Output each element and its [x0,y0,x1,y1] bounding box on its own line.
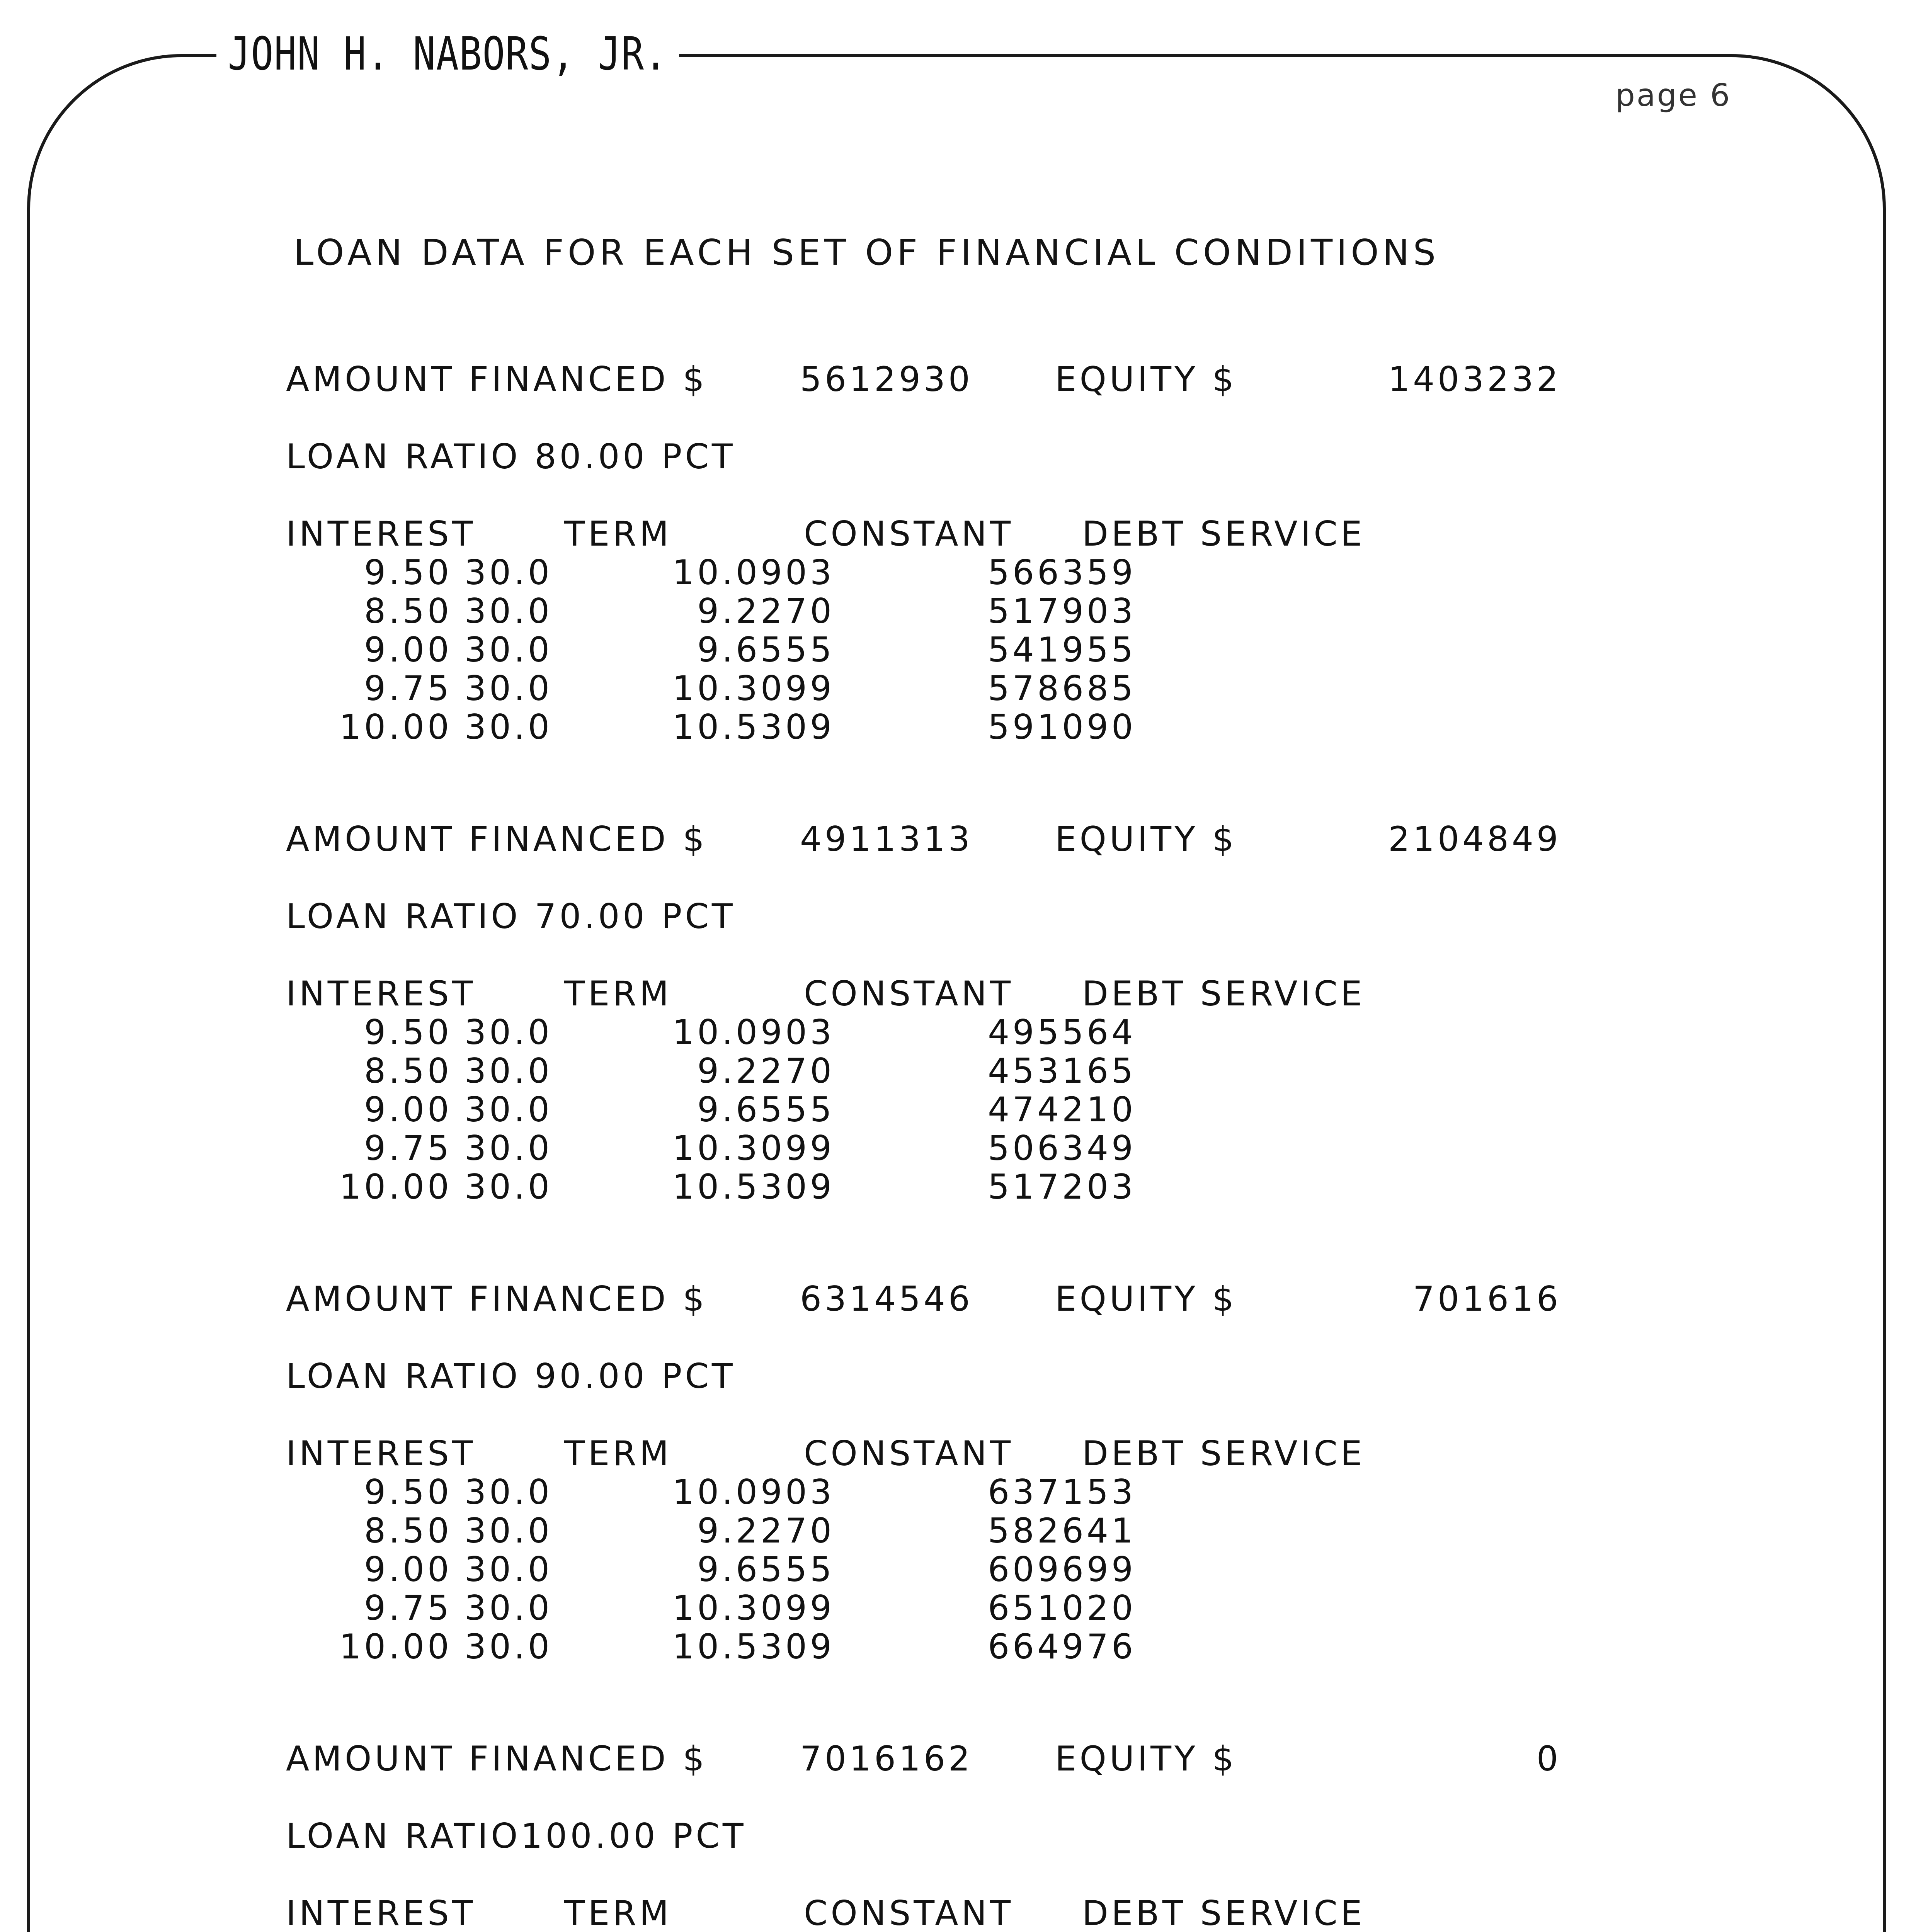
debt-service-cell: 495564 [988,1012,1136,1052]
table-row [286,668,1445,707]
term-cell: 30.0 [465,1472,553,1512]
debt-service-cell: 566359 [988,553,1136,592]
column-header-debt-service: DEBT SERVICE [1082,1434,1365,1473]
term-cell: 30.0 [465,1588,553,1628]
table-header-row [286,1434,1445,1472]
table-row [286,707,1445,746]
constant-cell: 9.2270 [697,1511,835,1551]
constant-cell: 9.2270 [697,591,835,631]
table-row [286,591,1445,630]
term-cell: 30.0 [465,707,553,747]
interest-cell: 9.50 [364,553,452,592]
debt-service-cell: 664976 [988,1627,1136,1667]
debt-service-cell: 637153 [988,1472,1136,1512]
loan-section [286,819,1561,1244]
amount-financed-value: 5612930 [800,359,973,399]
table-header-row [286,1893,1445,1932]
debt-service-cell: 453165 [988,1051,1136,1091]
debt-service-cell: 517203 [988,1167,1136,1207]
table-header-row [286,514,1445,553]
equity-label: EQUITY $ [1055,1279,1237,1319]
constant-cell: 10.3099 [672,1588,835,1628]
term-cell: 30.0 [465,1051,553,1091]
loan-ratio: LOAN RATIO 80.00 PCT [286,437,736,476]
amount-financed-value: 7016162 [800,1739,973,1779]
table-row [286,1012,1445,1051]
debt-service-cell: 541955 [988,630,1136,670]
loan-table [286,514,1445,746]
equity-label: EQUITY $ [1055,819,1237,859]
term-cell: 30.0 [465,1167,553,1207]
constant-cell: 10.5309 [672,1627,835,1667]
term-cell: 30.0 [465,553,553,592]
amount-financed-value: 6314546 [800,1279,973,1319]
loan-table [286,974,1445,1206]
constant-cell: 9.6555 [697,630,835,670]
constant-cell: 10.3099 [672,1128,835,1168]
interest-cell: 9.00 [364,630,452,670]
column-header-debt-service: DEBT SERVICE [1082,974,1365,1014]
column-header-debt-service: DEBT SERVICE [1082,514,1365,554]
column-header-constant: CONSTANT [804,514,1014,554]
constant-cell: 9.6555 [697,1090,835,1129]
table-row [286,1167,1445,1206]
loan-table [286,1893,1445,1932]
term-cell: 30.0 [465,1090,553,1129]
interest-cell: 10.00 [339,1627,452,1667]
debt-service-cell: 578685 [988,668,1136,708]
equity-value: 1403232 [1388,359,1561,399]
term-cell: 30.0 [465,668,553,708]
constant-cell: 9.2270 [697,1051,835,1091]
amount-financed-label: AMOUNT FINANCED $ [286,1279,708,1319]
debt-service-cell: 506349 [988,1128,1136,1168]
loan-section [286,1279,1561,1704]
table-row [286,553,1445,591]
term-cell: 30.0 [465,1627,553,1667]
amount-financed-label: AMOUNT FINANCED $ [286,1739,708,1779]
debt-service-cell: 517903 [988,591,1136,631]
term-cell: 30.0 [465,630,553,670]
column-header-constant: CONSTANT [804,1893,1014,1932]
constant-cell: 10.5309 [672,707,835,747]
equity-value: 2104849 [1388,819,1561,859]
interest-cell: 9.75 [364,668,452,708]
constant-cell: 9.6555 [697,1549,835,1589]
interest-cell: 10.00 [339,1167,452,1207]
table-row [286,1549,1445,1588]
amount-row [286,1739,1561,1781]
amount-financed-label: AMOUNT FINANCED $ [286,359,708,399]
equity-value: 0 [1537,1739,1561,1779]
loan-table [286,1434,1445,1665]
page-number: page 6 [1615,77,1732,113]
interest-cell: 8.50 [364,591,452,631]
table-row [286,630,1445,668]
interest-cell: 8.50 [364,1051,452,1091]
constant-cell: 10.3099 [672,668,835,708]
loan-ratio: LOAN RATIO 90.00 PCT [286,1356,736,1396]
interest-cell: 9.75 [364,1588,452,1628]
loan-ratio: LOAN RATIO 70.00 PCT [286,896,736,936]
table-header-row [286,974,1445,1012]
column-header-term: TERM [564,1434,672,1473]
loan-ratio: LOAN RATIO100.00 PCT [286,1816,747,1856]
equity-label: EQUITY $ [1055,359,1237,399]
loan-section [286,359,1561,784]
equity-value: 701616 [1413,1279,1561,1319]
column-header-term: TERM [564,1893,672,1932]
interest-cell: 9.50 [364,1012,452,1052]
term-cell: 30.0 [465,1128,553,1168]
constant-cell: 10.0903 [672,1012,835,1052]
table-row [286,1472,1445,1511]
column-header-interest: INTEREST [286,1434,476,1473]
constant-cell: 10.0903 [672,553,835,592]
constant-cell: 10.5309 [672,1167,835,1207]
interest-cell: 9.00 [364,1090,452,1129]
table-row [286,1090,1445,1128]
interest-cell: 9.50 [364,1472,452,1512]
amount-financed-label: AMOUNT FINANCED $ [286,819,708,859]
column-header-term: TERM [564,514,672,554]
debt-service-cell: 474210 [988,1090,1136,1129]
interest-cell: 9.00 [364,1549,452,1589]
amount-financed-value: 4911313 [800,819,973,859]
column-header-constant: CONSTANT [804,974,1014,1014]
amount-row [286,819,1561,862]
term-cell: 30.0 [465,1511,553,1551]
table-row [286,1511,1445,1549]
table-row [286,1627,1445,1665]
author-name: JOHN H. NABORS, JR. [216,27,679,80]
debt-service-cell: 591090 [988,707,1136,747]
term-cell: 30.0 [465,591,553,631]
interest-cell: 8.50 [364,1511,452,1551]
interest-cell: 10.00 [339,707,452,747]
loan-section [286,1739,1561,1932]
debt-service-cell: 651020 [988,1588,1136,1628]
debt-service-cell: 582641 [988,1511,1136,1551]
amount-row [286,1279,1561,1321]
table-row [286,1051,1445,1090]
equity-label: EQUITY $ [1055,1739,1237,1779]
column-header-term: TERM [564,974,672,1014]
interest-cell: 9.75 [364,1128,452,1168]
column-header-constant: CONSTANT [804,1434,1014,1473]
table-row [286,1588,1445,1627]
column-header-interest: INTEREST [286,514,476,554]
table-row [286,1128,1445,1167]
constant-cell: 10.0903 [672,1472,835,1512]
term-cell: 30.0 [465,1549,553,1589]
term-cell: 30.0 [465,1012,553,1052]
column-header-debt-service: DEBT SERVICE [1082,1893,1365,1932]
document-title: LOAN DATA FOR EACH SET OF FINANCIAL CONDITIONS [294,232,1440,273]
column-header-interest: INTEREST [286,1893,476,1932]
debt-service-cell: 609699 [988,1549,1136,1589]
amount-row [286,359,1561,402]
column-header-interest: INTEREST [286,974,476,1014]
